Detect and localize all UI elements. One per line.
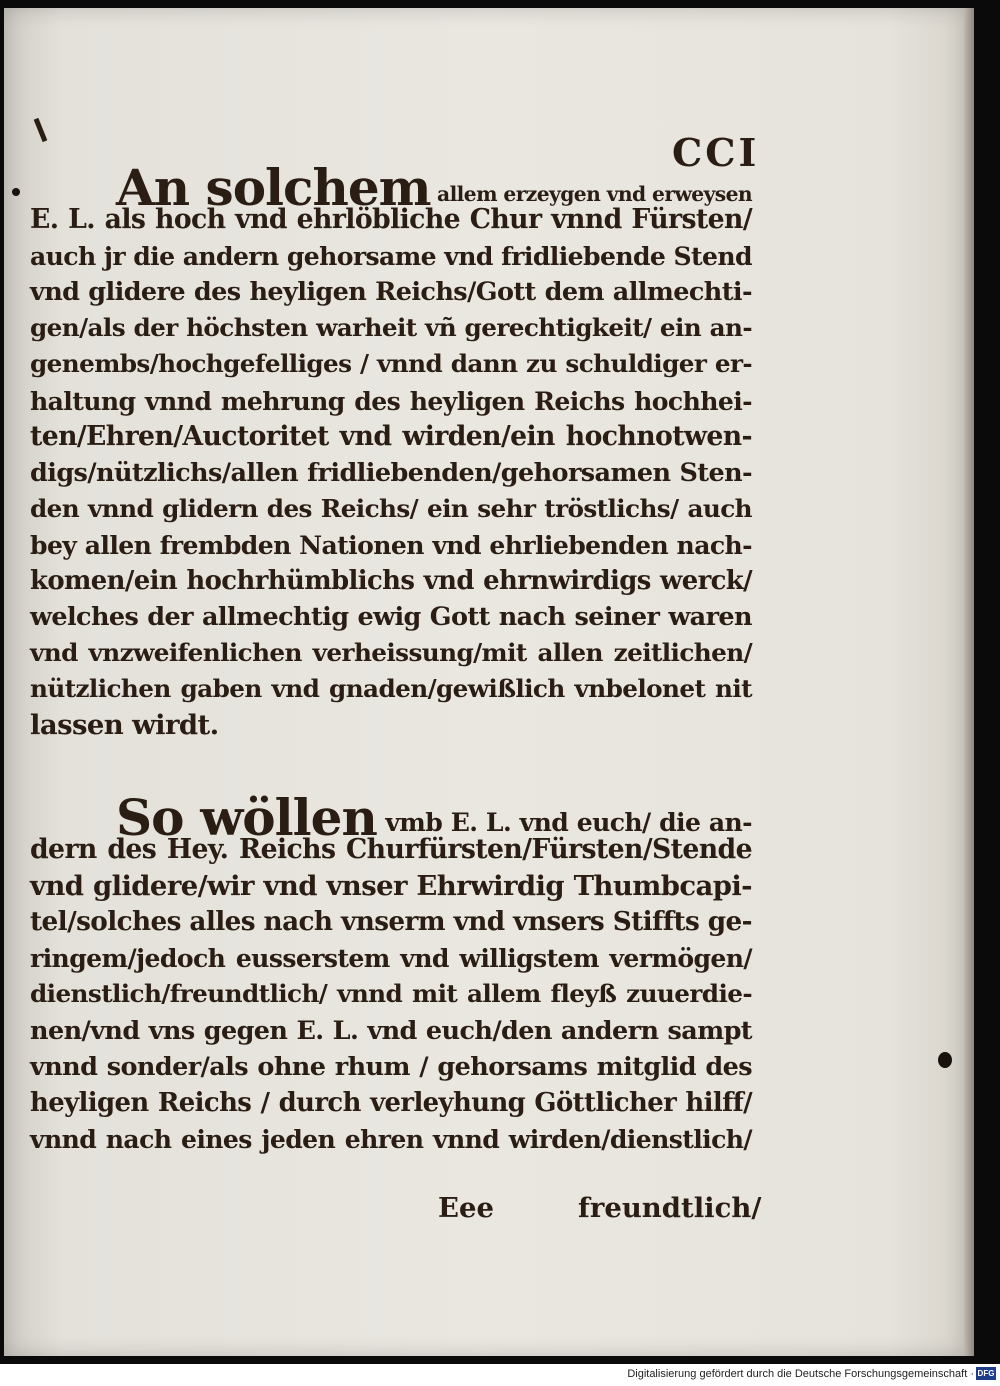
text-line: auch jr die andern gehorsame vnd fridliebende Stend <box>30 241 752 272</box>
text-line <box>30 788 752 847</box>
paragraph-1 <box>30 158 753 744</box>
text-line: vnd glidere des heyligen Reichs/Gott dem allmechti- <box>30 277 752 308</box>
text-line: genembs/hochgefelliges / vnnd dann zu schuldiger er- <box>30 349 752 379</box>
text-line: ringem/jedoch eusserstem vnd willigstem vermögen/ <box>30 943 752 974</box>
ink-dot-right <box>938 1052 952 1068</box>
text-line: bey allen frembden Nationen vnd ehrliebenden nach- <box>30 529 752 560</box>
text-line: digs/nützlichs/allen fridliebenden/gehorsamen Sten- <box>30 457 752 488</box>
folio-number: CCI <box>672 130 760 175</box>
text-line: welches der allmechtig ewig Gott nach seiner waren <box>30 602 752 633</box>
text-line: ten/Ehren/Auctoritet vnd wirden/ein hochnotwen- <box>30 420 752 452</box>
paragraph-2 <box>30 788 752 1157</box>
text-line: den vnnd glidern des Reichs/ ein sehr tröstlichs/ auch <box>30 493 752 523</box>
text-line: vnnd nach eines jeden ehren vnnd wirden/dienstlich/ <box>30 1123 752 1154</box>
text-line-content: vmb E. L. vnd euch/ die an- <box>385 807 752 837</box>
signature-mark: Eee <box>438 1192 494 1224</box>
text-line: vnnd sonder/als ohne rhum / gehorsams mitglid des <box>30 1051 752 1082</box>
ink-dot-left <box>12 188 20 196</box>
text-line: gen/als der höchsten warheit vñ gerechtigkeit/ ein an- <box>30 313 752 343</box>
text-line: nen/vnd vns gegen E. L. vnd euch/den andern sampt <box>30 1015 752 1046</box>
text-line: vnd glidere/wir vnd vnser Ehrwirdig Thumbcapi- <box>30 870 752 903</box>
initial-words: An solchem <box>116 158 431 217</box>
text-line: nützlichen gaben vnd gnaden/gewißlich vnbelonet nit <box>30 674 752 704</box>
text-line: vnd vnzweifenlichen verheissung/mit allen zeitlichen/ <box>30 638 752 668</box>
text-line-content: allem erzeygen vnd erweysen <box>437 182 753 206</box>
text-line: tel/solches alles nach vnserm vnd vnsers Stiffts ge- <box>30 906 752 938</box>
text-line: lassen wirdt. <box>30 709 219 742</box>
text-line: dern des Hey. Reichs Churfürsten/Fürsten/Stende <box>30 834 752 866</box>
digitization-credit: Digitalisierung gefördert durch die Deutsche Forschungsgemeinschaft · <box>627 1368 974 1380</box>
text-line: dienstlich/freundtlich/ vnnd mit allem fleyß zuuerdie- <box>30 979 752 1009</box>
dfg-logo: DFG <box>977 1369 995 1378</box>
catchword: freundtlich/ <box>578 1192 762 1224</box>
text-line: heyligen Reichs / durch verleyhung Göttlicher hilff/ <box>30 1087 752 1118</box>
page-edge <box>964 8 974 1356</box>
initial-words: So wöllen <box>116 788 377 847</box>
text-line: komen/ein hochrhümblichs vnd ehrnwirdigs werck/ <box>30 566 752 597</box>
text-line: E. L. als hoch vnd ehrlöbliche Chur vnnd Fürsten/ <box>30 204 752 236</box>
text-line: haltung vnnd mehrung des heyligen Reichs hochhei- <box>30 385 752 416</box>
text-line <box>30 158 753 217</box>
